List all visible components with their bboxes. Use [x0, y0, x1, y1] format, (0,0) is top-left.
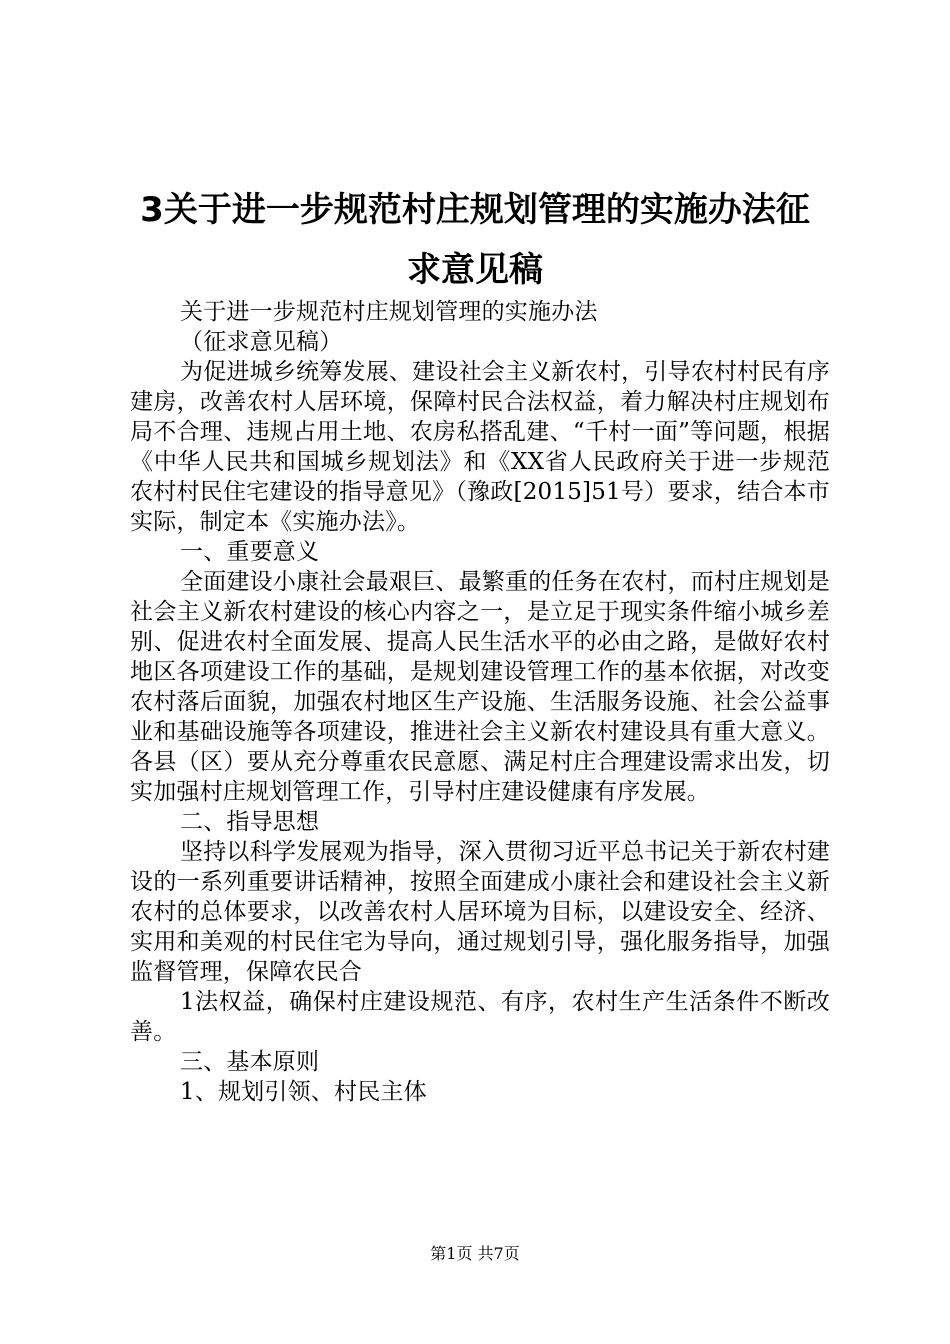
document-title-line-1: 3关于进一步规范村庄规划管理的实施办法征 — [140, 190, 810, 230]
intro-paragraph: 为促进城乡统筹发展、建设社会主义新农村，引导农村村民有序建房，改善农村人居环境，保障村民合法权益，着力解决村庄规划布局不合理、违规占用土地、农房私搭乱建、“千村一面”等问题，根据《中华人民共和国城乡规划法》和《XX省人民政府关于进一步规范农村村民住宅建设的指导意见》（豫政[2015]51号）要求，结合本市实际，制定本《实施办法》。 — [130, 359, 830, 535]
document-title-line-2: 求意见稿 — [407, 250, 543, 290]
principle-item-1: 1、规划引领、村民主体 — [180, 1079, 427, 1105]
guiding-ideology-paragraph: 坚持以科学发展观为指导，深入贯彻习近平总书记关于新农村建设的一系列重要讲话精神，按照全面建成小康社会和建设社会主义新农村的总体要求，以改善农村人居环境为目标，以建设安全、经济、实用和美观的村民住宅为导向，通过规划引导，强化服务指导，加强监督管理，保障农民合 — [130, 839, 830, 985]
section-heading-guiding-ideology: 二、指导思想 — [180, 809, 320, 835]
subtitle-note: （征求意见稿） — [180, 329, 343, 355]
continuation-paragraph: 1法权益，确保村庄建设规范、有序，农村生产生活条件不断改善。 — [130, 989, 830, 1045]
significance-paragraph: 全面建设小康社会最艰巨、最繁重的任务在农村，而村庄规划是社会主义新农村建设的核心内容之一，是立足于现实条件缩小城乡差别、促进农村全面发展、提高人民生活水平的必由之路，是做好农村地区各项建设工作的基础，是规划建设管理工作的基本依据，对改变农村落后面貌，加强农村地区生产设施、生活服务设施、社会公益事业和基础设施等各项建设，推进社会主义新农村建设具有重大意义。各县（区）要从充分尊重农民意愿、满足村庄合理建设需求出发，切实加强村庄规划管理工作，引导村庄建设健康有序发展。 — [130, 569, 830, 805]
document-body — [130, 297, 830, 1107]
section-heading-significance: 一、重要意义 — [180, 539, 320, 565]
section-heading-basic-principles: 三、基本原则 — [180, 1049, 320, 1075]
subtitle: 关于进一步规范村庄规划管理的实施办法 — [180, 299, 598, 325]
page-footer: 第1页 共7页 — [430, 1244, 520, 1263]
